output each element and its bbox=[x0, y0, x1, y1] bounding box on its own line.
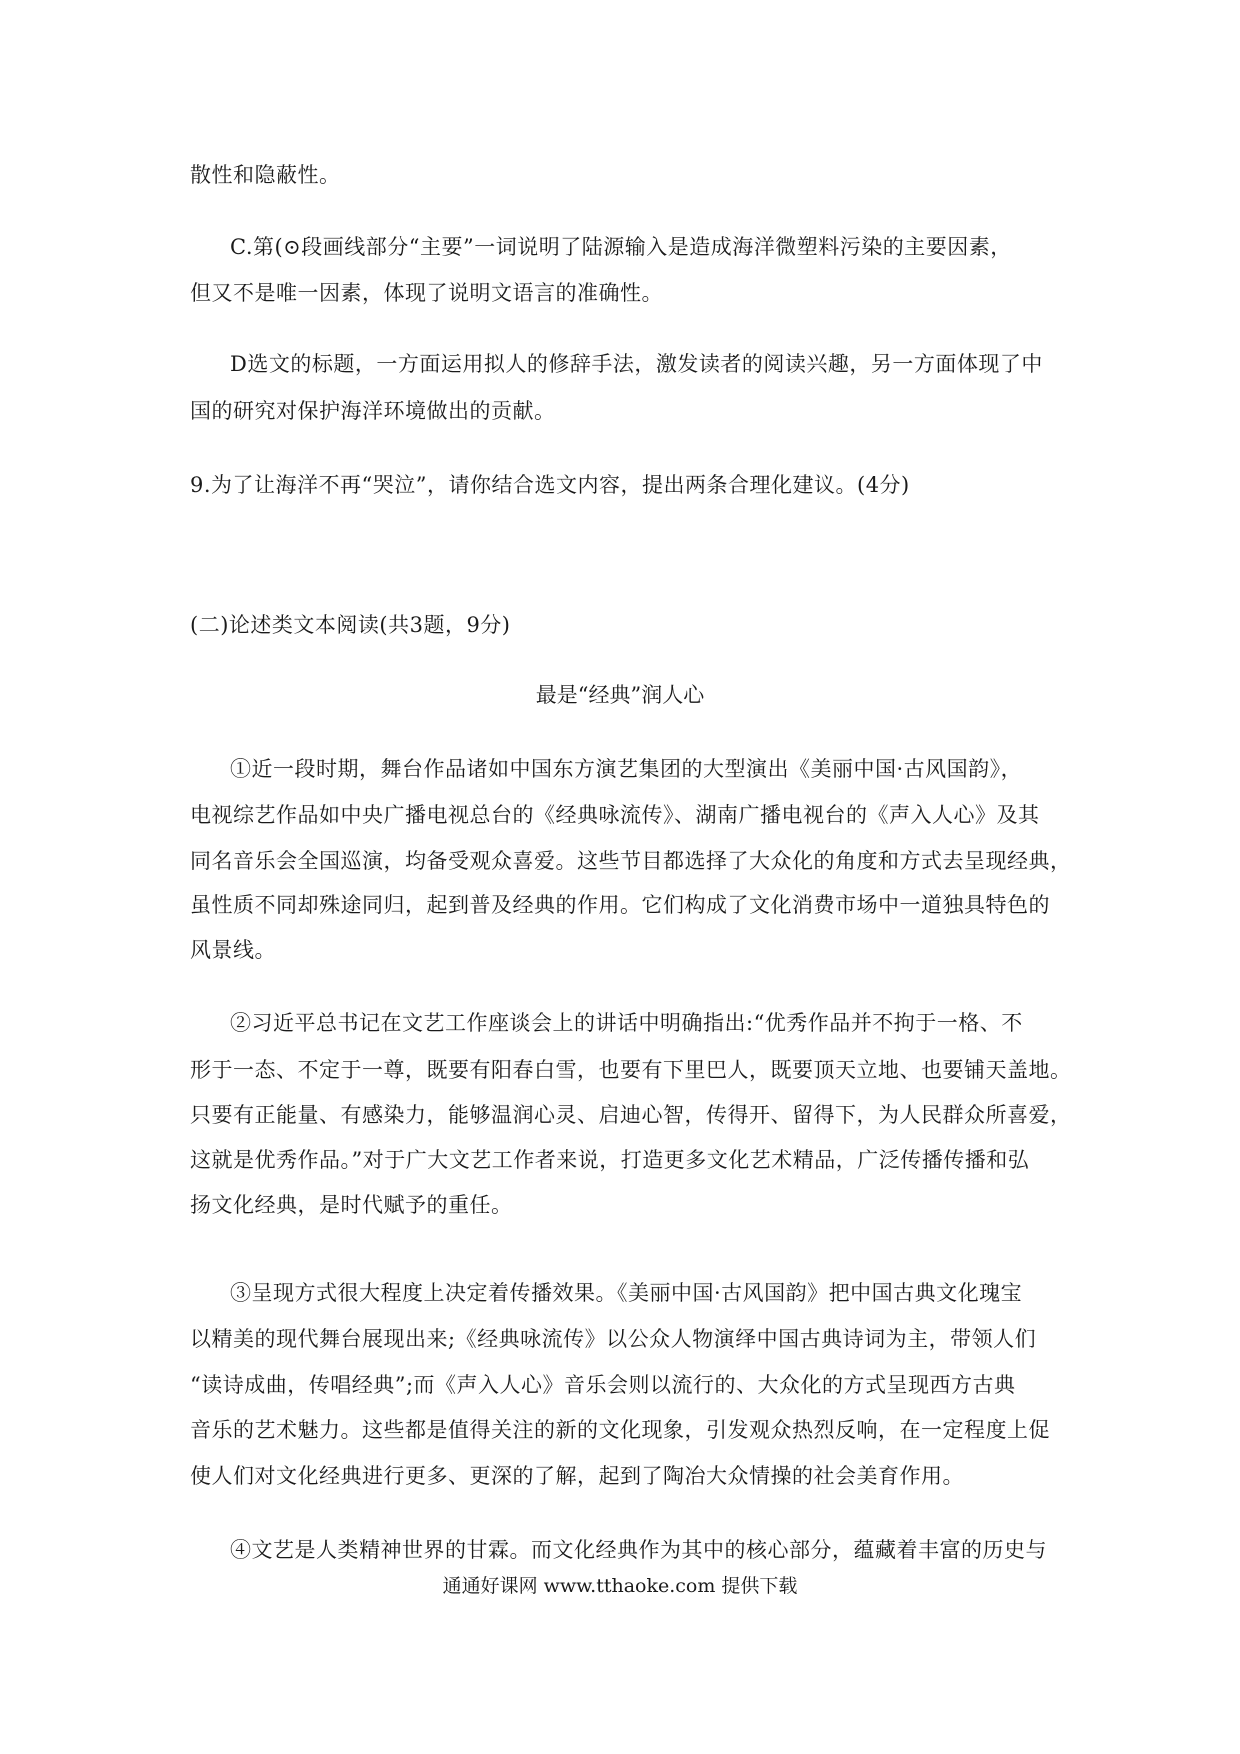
para2-line-4: 这就是优秀作品。”对于广大文艺工作者来说，打造更多文化艺术精品，广泛传播传播和弘 bbox=[190, 1148, 1030, 1172]
para3-line-5: 使人们对文化经典进行更多、更深的了解，起到了陶冶大众情操的社会美育作用。 bbox=[190, 1464, 964, 1488]
para2-line-5: 扬文化经典，是时代赋予的重任。 bbox=[190, 1193, 513, 1217]
essay-title: 最是“经典”润人心 bbox=[535, 683, 705, 707]
footer-source: 通通好课网 www.tthaoke.com 提供下载 bbox=[442, 1575, 798, 1597]
para3-line-1: ③呈现方式很大程度上决定着传播效果。《美丽中国·古风国韵》把中国古典文化瑰宝 bbox=[230, 1281, 1023, 1305]
text-line: 散性和隐蔽性。 bbox=[190, 163, 341, 187]
para3-line-4: 音乐的艺术魅力。这些都是值得关注的新的文化现象，引发观众热烈反响，在一定程度上促 bbox=[190, 1418, 1050, 1442]
para1-line-5: 风景线。 bbox=[190, 938, 276, 962]
section-heading: (二)论述类文本阅读(共3题，9分) bbox=[190, 613, 511, 637]
para2-line-2: 形于一态、不定于一尊，既要有阳春白雪，也要有下里巴人，既要顶天立地、也要铺天盖地。 bbox=[190, 1058, 1072, 1082]
question-9: 9.为了让海洋不再“哭泣”，请你结合选文内容，提出两条合理化建议。(4分) bbox=[190, 473, 910, 497]
option-c-line-1: C.第(⊙段画线部分“主要”一词说明了陆源输入是造成海洋微塑料污染的主要因素， bbox=[230, 235, 1012, 259]
option-c-line-2: 但又不是唯一因素，体现了说明文语言的准确性。 bbox=[190, 281, 663, 305]
para2-line-1: ②习近平总书记在文艺工作座谈会上的讲话中明确指出:“优秀作品并不拘于一格、不 bbox=[230, 1011, 1023, 1035]
para2-line-3: 只要有正能量、有感染力，能够温润心灵、启迪心智，传得开、留得下，为人民群众所喜爱， bbox=[190, 1103, 1072, 1127]
para3-line-2: 以精美的现代舞台展现出来;《经典咏流传》以公众人物演绎中国古典诗词为主，带领人们 bbox=[190, 1327, 1037, 1351]
option-d-line-2: 国的研究对保护海洋环境做出的贡献。 bbox=[190, 399, 556, 423]
para1-line-3: 同名音乐会全国巡演，均备受观众喜爱。这些节目都选择了大众化的角度和方式去呈现经典， bbox=[190, 849, 1072, 873]
para3-line-3: “读诗成曲，传唱经典”;而《声入人心》音乐会则以流行的、大众化的方式呈现西方古典 bbox=[190, 1373, 1016, 1397]
para1-line-2: 电视综艺作品如中央广播电视总台的《经典咏流传》、湖南广播电视台的《声入人心》及其 bbox=[190, 803, 1040, 827]
option-d-line-1: D选文的标题，一方面运用拟人的修辞手法，激发读者的阅读兴趣，另一方面体现了中 bbox=[230, 352, 1043, 376]
para1-line-1: ①近一段时期，舞台作品诸如中国东方演艺集团的大型演出《美丽中国·古风国韵》， bbox=[230, 757, 1023, 781]
para1-line-4: 虽性质不同却殊途同归，起到普及经典的作用。它们构成了文化消费市场中一道独具特色的 bbox=[190, 893, 1050, 917]
para4-line-1: ④文艺是人类精神世界的甘霖。而文化经典作为其中的核心部分，蕴藏着丰富的历史与 bbox=[230, 1538, 1047, 1562]
